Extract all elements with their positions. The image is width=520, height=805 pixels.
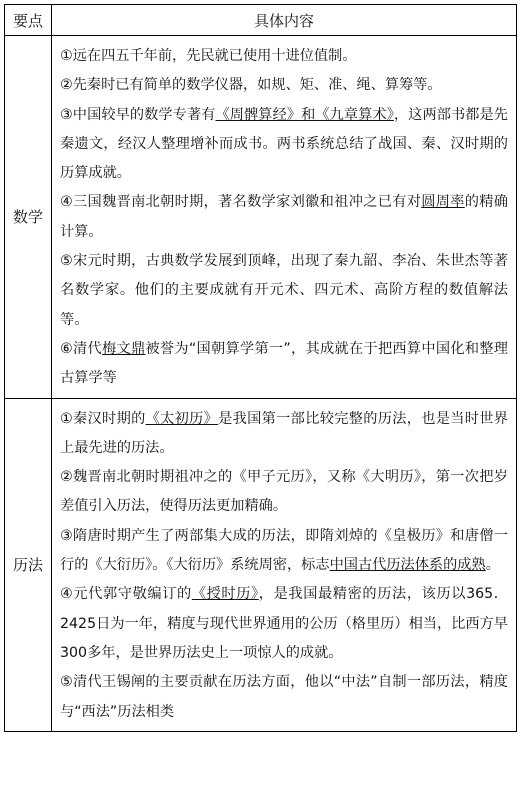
underlined-term: 《授时历》 bbox=[191, 586, 259, 603]
item-text: ③隋唐时期产生了两部集大成的历法，即隋刘焯的《皇极历》和唐僧一行的《大衍历》。《大衍历》系统周密，标志 bbox=[60, 527, 508, 574]
list-item bbox=[60, 668, 508, 727]
table-row bbox=[5, 398, 517, 731]
list-item bbox=[60, 42, 508, 71]
item-text: ③中国较早的数学专著有 bbox=[60, 106, 216, 123]
list-item bbox=[60, 522, 508, 581]
header-content: 具体内容 bbox=[52, 5, 517, 36]
list-item bbox=[60, 580, 508, 668]
item-text: ①远在四五千年前，先民就已使用十进位值制。 bbox=[60, 48, 357, 64]
item-text: ②先秦时已有简单的数学仪器，如规、矩、准、绳、算筹等。 bbox=[60, 77, 442, 94]
header-key: 要点 bbox=[5, 5, 52, 36]
underlined-term: 圆周率 bbox=[421, 194, 465, 211]
item-text: 是我国第一部比较完整的历法，也是当时世界上最先进的历法。 bbox=[60, 410, 508, 456]
item-text: ④三国魏晋南北朝时期，著名数学家刘徽和祖冲之已有对 bbox=[60, 194, 422, 211]
item-text: ②魏晋南北朝时期祖冲之的《甲子元历》，又称《大明历》，第一次把岁差值引入历法，使得历法更加精确。 bbox=[60, 469, 508, 515]
item-text: ，是我国最精密的历法，该历以365．2425日为一年，精度与现代世界通用的公历（格里历）相当，比西方早300多年，是世界历法史上一项惊人的成就。 bbox=[60, 586, 508, 661]
list-item bbox=[60, 405, 508, 464]
underlined-term: 《太初历》 bbox=[145, 410, 219, 427]
item-text: 被誉为“国朝算学第一”，其成就在于把西算中国化和整理古算学等 bbox=[60, 340, 508, 387]
item-text: ⑤宋元时期，古典数学发展到顶峰，出现了秦九韶、李冶、朱世杰等著名数学家。他们的主要成就有开元术、四元术、高阶方程的数值解法等。 bbox=[60, 253, 508, 328]
row-content-calendar bbox=[52, 398, 517, 731]
item-text: ①秦汉时期的 bbox=[60, 410, 146, 427]
list-item bbox=[60, 463, 508, 522]
row-content-math bbox=[52, 36, 517, 399]
underlined-term: 中国古代历法体系的成熟 bbox=[329, 557, 486, 574]
list-item bbox=[60, 188, 508, 247]
row-key-math: 数学 bbox=[5, 36, 52, 399]
item-text: ④元代郭守敬编订的 bbox=[60, 586, 192, 603]
item-text: ⑥清代 bbox=[60, 340, 102, 357]
item-text: 的精确计算。 bbox=[60, 194, 508, 240]
item-text: ，这两部书都是先秦遗文，经汉人整理增补而成书。两书系统总结了战国、秦、汉时期的历算成就。 bbox=[60, 106, 508, 182]
list-item bbox=[60, 247, 508, 335]
header-row bbox=[5, 5, 517, 36]
item-text: ⑤清代王锡阐的主要贡献在历法方面，他以“中法”自制一部历法，精度与“西法”历法相类 bbox=[60, 674, 508, 720]
list-item bbox=[60, 101, 508, 189]
content-table bbox=[4, 4, 517, 732]
row-key-calendar: 历法 bbox=[5, 398, 52, 731]
list-item bbox=[60, 71, 508, 100]
underlined-term: 《周髀算经》和《九章算术》 bbox=[215, 106, 394, 123]
underlined-term: 梅文鼎 bbox=[101, 340, 146, 357]
table-row bbox=[5, 36, 517, 399]
item-text: 。 bbox=[485, 557, 500, 574]
list-item bbox=[60, 335, 508, 394]
